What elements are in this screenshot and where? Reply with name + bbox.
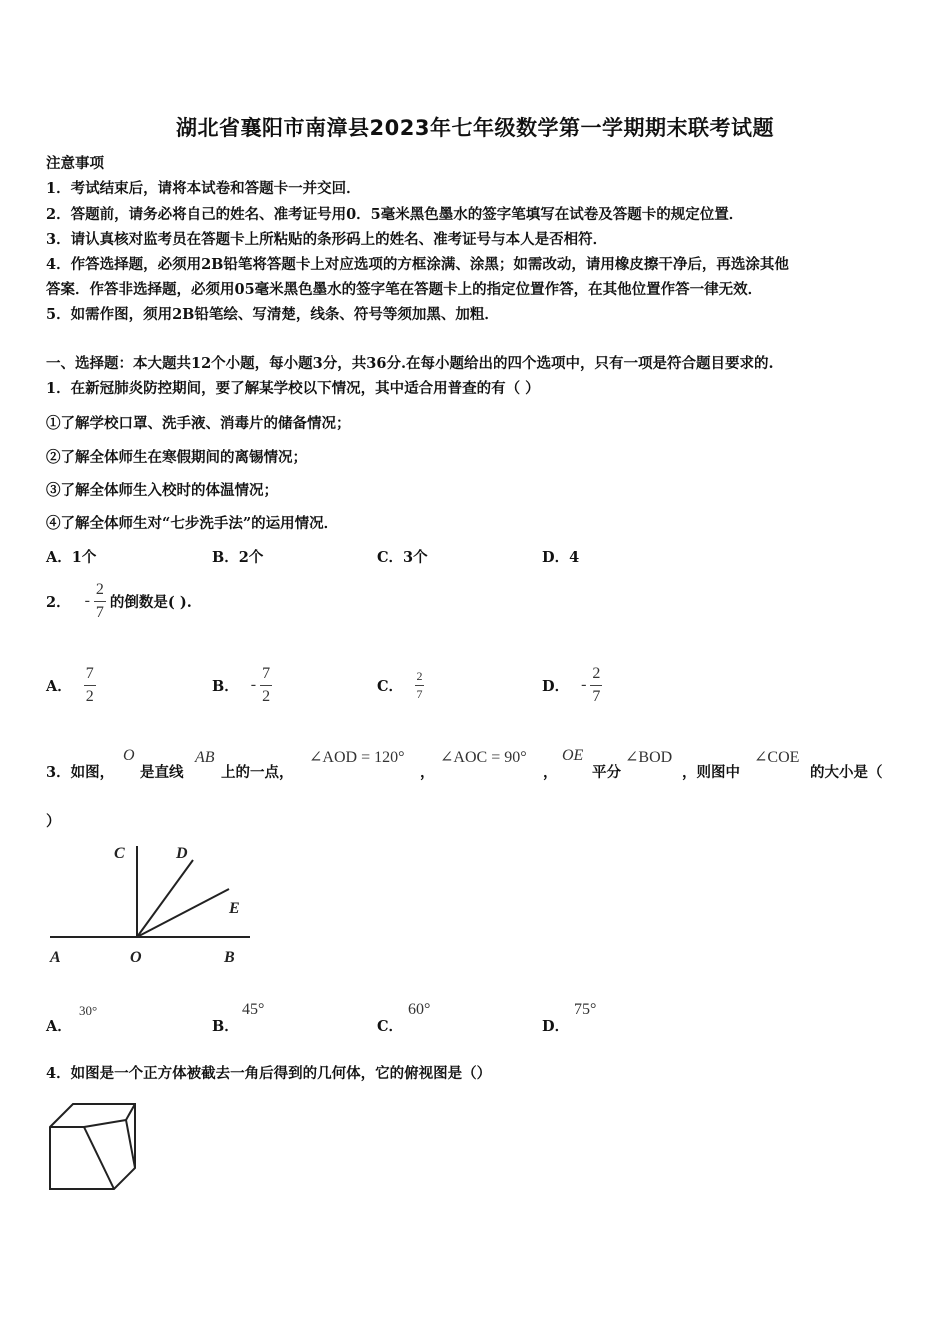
question-3-option-b-label[interactable]: B． <box>212 1018 239 1035</box>
notice-item: 5．如需作图，须用2B铅笔绘、写清楚，线条、符号等须加黑、加粗． <box>46 306 499 323</box>
notice-item: 2．答题前，请务必将自己的姓名、准考证号用0．5毫米黑色墨水的签字笔填写在试卷及答题卡的规定位置． <box>46 206 744 223</box>
question-2-option-b[interactable] <box>212 662 272 708</box>
question-3-close: ） <box>46 813 61 830</box>
numerator: 2 <box>592 664 601 682</box>
math-angle-coe: ∠COE <box>754 749 800 766</box>
question-1-option-b[interactable]: B．2个 <box>212 549 264 566</box>
question-1-item: ③了解全体师生入校时的体温情况； <box>46 482 278 499</box>
question-1-item: ②了解全体师生在寒假期间的离锡情况； <box>46 449 307 466</box>
denominator: 7 <box>416 686 423 701</box>
question-1-stem: 1．在新冠肺炎防控期间，要了解某学校以下情况，其中适合用普查的有（ ） <box>46 380 540 397</box>
minus-sign: - <box>581 676 587 693</box>
denominator: 7 <box>95 603 104 621</box>
question-3-text-4: 平分 <box>592 764 621 781</box>
question-1-option-d[interactable]: D．4 <box>542 549 580 566</box>
question-1-option-c[interactable]: C．3个 <box>377 549 428 566</box>
question-3-text-3: 上的一点， <box>221 764 294 781</box>
math-angle-aod: ∠AOD = 120° <box>309 749 405 766</box>
denominator: 2 <box>262 687 271 705</box>
notice-item: 1．考试结束后，请将本试卷和答题卡一并交回． <box>46 180 361 197</box>
page-title: 湖北省襄阳市南漳县2023年七年级数学第一学期期末联考试题 <box>176 116 774 140</box>
question-2-number: 2． <box>46 593 71 611</box>
math-angle-bod: ∠BOD <box>625 749 673 766</box>
question-3-text-6: 的大小是（ <box>810 764 883 781</box>
cut-edge <box>84 1120 126 1127</box>
notice-item: 4．作答选择题，必须用2B铅笔将答题卡上对应选项的方框涂满、涂黑；如需改动，请用橡皮擦干净后，再选涂其他 <box>46 256 789 273</box>
question-3-option-b-value: 45° <box>242 1001 265 1018</box>
option-label: B． <box>212 677 239 695</box>
question-3-option-a-label[interactable]: A． <box>46 1018 72 1035</box>
label-o: O <box>130 949 142 966</box>
question-2-option-c[interactable] <box>377 662 424 708</box>
notice-heading: 注意事项 <box>46 155 104 172</box>
question-3-option-d-label[interactable]: D． <box>542 1018 570 1035</box>
fraction <box>590 665 602 706</box>
question-3-option-c-value: 60° <box>408 1001 431 1018</box>
label-d: D <box>176 845 188 862</box>
math-oe: OE <box>562 747 584 764</box>
fraction <box>260 665 272 706</box>
question-2-stem <box>46 578 192 624</box>
angle-figure <box>46 838 256 970</box>
math-ab: AB <box>195 749 215 766</box>
cut-edge <box>126 1120 135 1168</box>
question-2-option-a[interactable] <box>46 662 96 708</box>
cut-edge <box>126 1104 135 1120</box>
notice-item: 答案．作答非选择题，必须用05毫米黑色墨水的签字笔在答题卡上的指定位置作答，在其他位置作答一律无效． <box>46 281 763 298</box>
label-b: B <box>224 949 235 966</box>
question-3-option-d-value: 75° <box>574 1001 597 1018</box>
question-3-text-1: 3．如图， <box>46 764 115 781</box>
comma: ， <box>420 764 435 781</box>
question-1-option-a[interactable]: A．1个 <box>46 549 97 566</box>
math-angle-aoc: ∠AOC = 90° <box>440 749 527 766</box>
option-label: C． <box>377 677 404 695</box>
minus-sign: - <box>84 592 90 609</box>
label-e: E <box>229 900 240 917</box>
question-4-stem: 4．如图是一个正方体被截去一角后得到的几何体，它的俯视图是（） <box>46 1065 492 1082</box>
section-heading: 一、选择题：本大题共12个小题，每小题3分，共36分.在每小题给出的四个选项中，只有一项是符合题目要求的. <box>46 355 774 372</box>
denominator: 2 <box>85 687 94 705</box>
denominator: 7 <box>592 687 601 705</box>
label-c: C <box>114 845 125 862</box>
question-1-item: ④了解全体师生对“七步洗手法”的运用情况． <box>46 515 339 532</box>
numerator: 7 <box>262 664 271 682</box>
comma: ， <box>543 764 558 781</box>
numerator: 2 <box>95 580 104 598</box>
question-1-item: ①了解学校口罩、洗手液、消毒片的储备情况； <box>46 415 351 432</box>
fraction <box>94 581 106 622</box>
question-3-option-c-label[interactable]: C． <box>377 1018 404 1035</box>
question-2-option-d[interactable] <box>542 662 602 708</box>
numerator: 7 <box>85 664 94 682</box>
numerator: 2 <box>416 668 423 683</box>
ray-oe <box>137 889 229 937</box>
option-label: A． <box>46 677 72 695</box>
question-2-tail: 的倒数是( ). <box>109 593 192 611</box>
fraction <box>415 670 424 701</box>
cube-edge <box>84 1127 114 1189</box>
fraction <box>84 665 96 706</box>
minus-sign: - <box>250 676 257 693</box>
question-3-text-2: 是直线 <box>140 764 184 781</box>
truncated-cube-figure <box>46 1100 140 1192</box>
math-o: O <box>123 747 135 764</box>
ray-od <box>137 860 193 937</box>
notice-item: 3．请认真核对监考员在答题卡上所粘贴的条形码上的姓名、准考证号与本人是否相符． <box>46 231 608 248</box>
question-3-option-a-value: 30° <box>79 1003 98 1018</box>
question-3-text-5: ，则图中 <box>682 764 740 781</box>
option-label: D． <box>542 677 570 695</box>
label-a: A <box>50 949 61 966</box>
